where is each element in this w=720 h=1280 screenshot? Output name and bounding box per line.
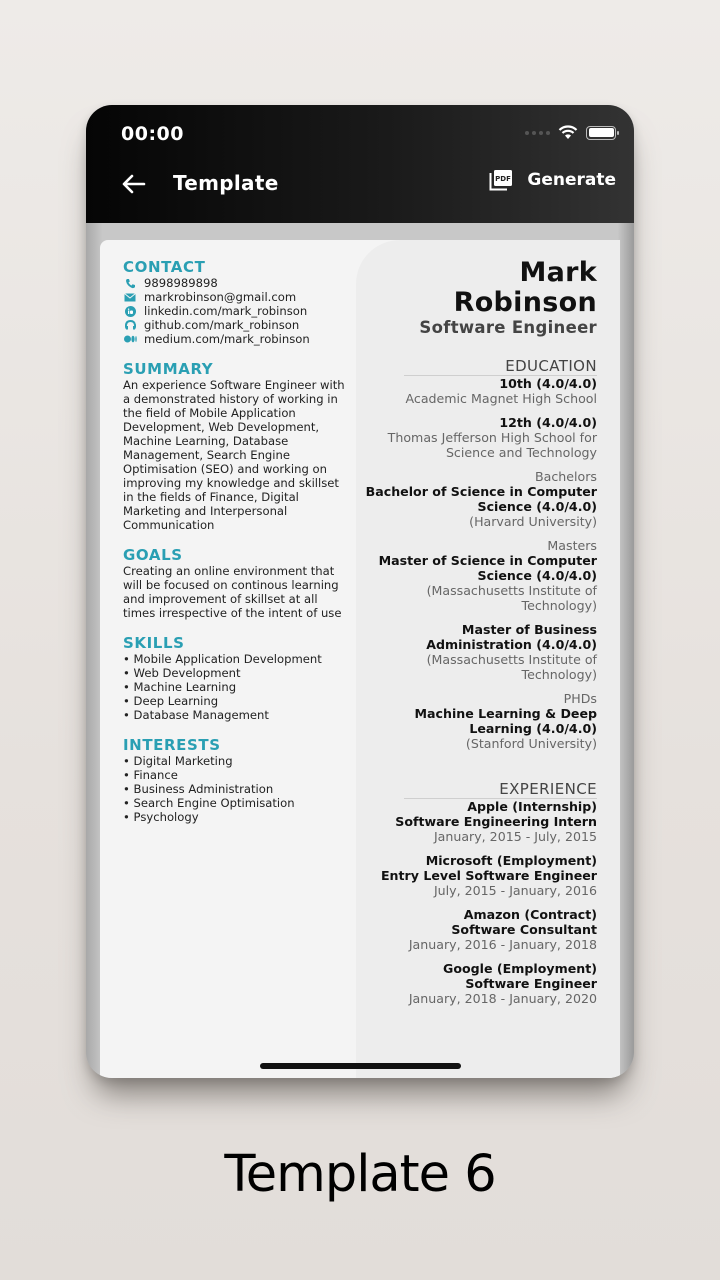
education-entry: 10th (4.0/4.0) Academic Magnet High School	[405, 376, 597, 406]
left-column	[123, 258, 345, 838]
education-entry: Bachelors Bachelor of Science in Computer Science (4.0/4.0) (Harvard University)	[365, 469, 597, 529]
education-entry: 12th (4.0/4.0) Thomas Jefferson High School for Science and Technology	[387, 415, 597, 460]
summary-section	[123, 360, 345, 532]
goals-title: GOALS	[123, 546, 183, 564]
education-entry: Master of Business Administration (4.0/4.0) (Massachusetts Institute of Technology)	[426, 622, 597, 682]
skill-item: • Database Management	[123, 708, 269, 722]
medium-icon	[123, 335, 137, 343]
phone-icon	[123, 278, 137, 289]
pdf-icon	[489, 169, 513, 191]
svg-text:PDF: PDF	[495, 175, 512, 183]
skill-item: • Deep Learning	[123, 694, 219, 708]
education-title: EDUCATION	[505, 357, 597, 375]
skills-title: SKILLS	[123, 634, 185, 652]
home-indicator	[260, 1063, 461, 1069]
contact-phone: 9898989898	[123, 276, 345, 290]
preview-area[interactable]	[86, 223, 634, 1078]
resume-name: Mark Robinson	[453, 257, 597, 318]
contact-medium: medium.com/mark_robinson	[123, 332, 345, 346]
generate-label: Generate	[527, 170, 616, 190]
contact-github: github.com/mark_robinson	[123, 318, 345, 332]
page-title: Template	[173, 171, 279, 195]
status-icons	[525, 125, 616, 140]
interest-item: • Finance	[123, 768, 178, 782]
contact-section	[123, 258, 345, 346]
template-caption: Template 6	[224, 1145, 496, 1204]
signal-icon	[525, 131, 550, 135]
experience-entry: Microsoft (Employment) Entry Level Software Engineer July, 2015 - January, 2016	[380, 853, 597, 898]
education-entry: PHDs Machine Learning & Deep Learning (4.0/4.0) (Stanford University)	[414, 691, 597, 751]
generate-button[interactable]	[489, 169, 616, 191]
resume-job-title: Software Engineer	[419, 318, 597, 337]
email-icon	[123, 293, 137, 302]
education-entry: Masters Master of Science in Computer Science (4.0/4.0) (Massachusetts Institute of Technology)	[378, 538, 597, 613]
resume-preview[interactable]	[100, 240, 620, 1078]
interest-item: • Business Administration	[123, 782, 274, 796]
goals-text: Creating an online environment that will be focused on continous learning and improvement of skillset at all times irrespective of the intent of use	[123, 564, 342, 620]
contact-title: CONTACT	[123, 258, 206, 276]
interests-title: INTERESTS	[123, 736, 221, 754]
summary-text: An experience Software Engineer with a demonstrated history of working in the field of Mobile Application Development, Web Development, Machine Learning, Database Management, Search Engine Optimisation (SEO) and working on improving my knowledge and skillset in the fields of Finance, Digital Marketing and Interpersonal Communication	[123, 378, 345, 532]
arrow-left-icon	[120, 173, 146, 195]
skill-item: • Machine Learning	[123, 680, 237, 694]
skills-section	[123, 634, 345, 722]
skill-item: • Web Development	[123, 666, 241, 680]
interest-item: • Psychology	[123, 810, 199, 824]
status-time: 00:00	[121, 123, 184, 145]
contact-linkedin: linkedin.com/mark_robinson	[123, 304, 345, 318]
experience-title: EXPERIENCE	[499, 780, 597, 798]
phone-frame	[86, 105, 634, 1078]
experience-entry: Apple (Internship) Software Engineering Intern January, 2015 - July, 2015	[395, 799, 597, 844]
experience-entry: Google (Employment) Software Engineer January, 2018 - January, 2020	[408, 961, 597, 1006]
interest-item: • Search Engine Optimisation	[123, 796, 295, 810]
skill-item: • Mobile Application Development	[123, 652, 322, 666]
experience-entry: Amazon (Contract) Software Consultant January, 2016 - January, 2018	[408, 907, 597, 952]
back-button[interactable]	[120, 171, 150, 197]
github-icon	[123, 320, 137, 331]
contact-email: markrobinson@gmail.com	[123, 290, 345, 304]
linkedin-icon	[123, 306, 137, 317]
battery-icon	[586, 126, 616, 140]
interest-item: • Digital Marketing	[123, 754, 233, 768]
app-bar	[86, 105, 634, 223]
interests-section	[123, 736, 345, 824]
goals-section	[123, 546, 345, 620]
summary-title: SUMMARY	[123, 360, 214, 378]
wifi-icon	[558, 125, 578, 140]
right-column	[357, 258, 597, 1015]
